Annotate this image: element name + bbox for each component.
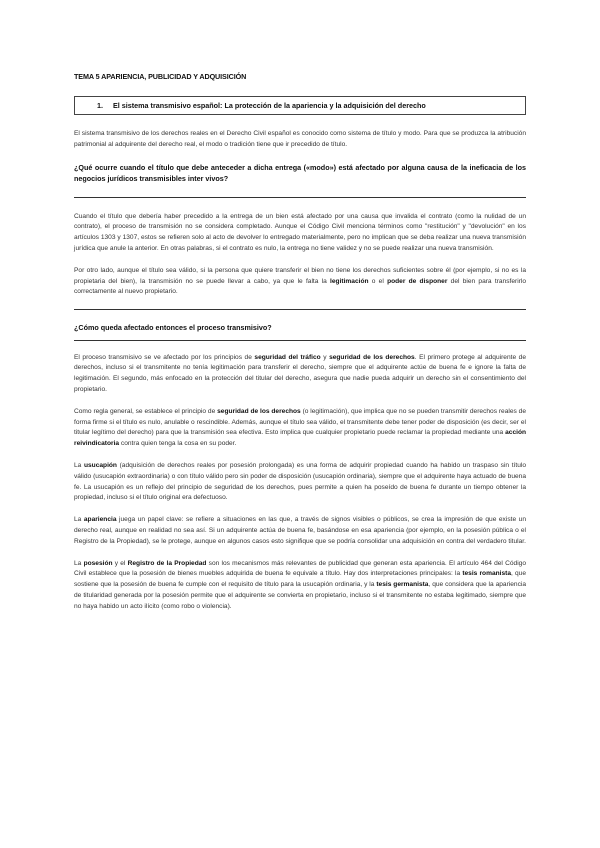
section-title: El sistema transmisivo español: La protección de la apariencia y la adquisición del derecho [113,101,426,110]
p6-text-c: juega un papel clave: se refiere a situaciones en las que, a través de signos visibles o públicos, se crea la impresión de que existe un derecho real, aunque en realidad no sea así. Si un adquirente actúa de buena fe, basándose en esa apariencia (por ejemplo, en la posesión pública o el Registro de la Propiedad), se le protege, aunque en algunos casos esto signifique que se podría consolidar una adquisición en contra del verdadero titular. [74,516,526,545]
p7-bold-germanista: tesis germanista [376,581,429,589]
p5-text-c: (adquisición de derechos reales por posesión prolongada) es una forma de adquirir propiedad cuando ha habido un traspaso sin título válido (usucapión extraordinaria) o con título válido pero sin poder de disposición (usucapión ordinaria), siempre que el adquirente haya actuado de buena fe. La usucapión es un reflejo del principio de seguridad de los derechos, pues permite a quien ha poseído de buena fe durante un tiempo obtener la propiedad, incluso si el título original era defectuoso. [74,462,527,502]
intro-paragraph: El sistema transmisivo de los derechos reales en el Derecho Civil español es conocido como sistema de título y modo. Para que se produzca la atribución patrimonial al adquirente del derecho real, el modo o tradición tiene que ir precedido de título. [74,130,526,148]
p7-bold-registro: Registro de la Propiedad [127,559,207,567]
paragraph-general-rule [74,407,526,450]
section-number: 1. [97,101,103,110]
p4-bold-accion: acción reivindicatoria [74,429,526,448]
document-page [74,72,526,624]
p6-text-a: La [74,516,84,524]
p7-bold-romanista: tesis romanista [462,570,512,578]
p7-text-c: y el [112,559,128,567]
p7-text-d: son los mecanismos más relevantes de publicidad que generan esta apariencia. El artículo 464 del Código Civil establece que la posesión de bienes muebles adquirida de buena fe equivale a título. Hay dos interpretaciones principales: la [74,559,527,578]
section-heading-box [74,96,526,115]
paragraph-legitimation [74,266,526,298]
p5-bold-usucapion: usucapión [83,462,117,470]
p4-bold-seguridad: seguridad de los derechos [217,407,301,415]
p3-bold-trafico: seguridad del tráfico [254,353,321,361]
paragraph-principles [74,353,526,396]
p2-bold-poder: poder de disponer [387,277,448,285]
p7-bold-posesion: posesión [83,559,113,567]
paragraph-nullity: Cuando el título que debería haber precedido a la entrega de un bien está afectado por una causa que invalida el contrato (como la nulidad de un contrato), el proceso de transmisión no se considera completado. Aunque el Código Civil menciona términos como "restitución" y "devolución" en los artículos 1303 y 1307, estos se refieren solo al acto de devolver lo entregado materialmente, pero no implican que se deba realizar una nueva transmisión jurídica que anule la anterior. En otras palabras, si el contrato es nulo, la entrega no tiene validez y no se puede realizar una nueva transmisión. [74,212,526,252]
paragraph-apariencia [74,515,526,547]
p4-text-a: Como regla general, se establece el principio de [74,407,218,415]
p4-text-c: (o legitimación), que implica que no se pueden transmitir derechos reales de forma firme si el título es nulo, anulable o rescindible. Además, aunque el título sea válido, el transmitente debe tener poder de disposición (es decir, ser el titular legítimo del derecho) para que la transmisión sea efectiva. Esto implica que cualquier propietario puede reclamar la propiedad mediante una [74,407,526,437]
p2-text-d: del bien para transferirlo correctamente al nuevo propietario. [74,277,526,296]
p2-text-a: Por otro lado, aunque el título sea válido, si la persona que quiere transferir el bien no tiene los derechos suficientes sobre él (por ejemplo, si no es la propietaria del bien), la transmisión no se puede llevar a cabo, ya que le falta la [74,266,526,285]
p3-text-c: y [320,353,330,361]
separator-rule [74,309,526,310]
p7-text-a: La [74,559,84,567]
question-heading-2: ¿Cómo queda afectado entonces el proceso transmisivo? [74,323,272,333]
question-1-underline [74,197,526,198]
p7-text-f: , que considera que la apariencia de titularidad generada por la posesión permite que el adquirente se convierta en propietario, incluso si el transmitente no estaba legitimado, siempre que no haya habido un acto ilícito (como robo o violencia). [74,581,526,610]
p3-bold-derechos: seguridad de los derechos [329,353,415,361]
p2-text-c: o el [368,277,388,285]
p7-text-e: , que sostiene que la posesión de buena fe cumple con el requisito de título para la usucapión ordinaria, y la [74,570,526,589]
paragraph-usucapion [74,461,526,504]
p6-bold-apariencia: apariencia [83,516,117,524]
document-title: TEMA 5 APARIENCIA, PUBLICIDAD Y ADQUISICIÓN [74,72,247,81]
p4-text-d: contra quien tenga la cosa en su poder. [119,440,237,448]
p2-bold-legitimacion: legitimación [330,277,369,285]
p3-text-d: . El primero protege al adquirente de derechos, incluso si el transmitente no tenía legitimación para transferir el derecho, siempre que el adquirente actúe de buena fe e ignore la falta de legitimación. El segundo, más enfocado en la protección del titular del derecho, asegura que nadie pueda adquirir un derecho sin el consentimiento del propietario. [74,353,526,394]
question-2-underline [74,340,526,341]
paragraph-posesion [74,559,526,613]
p3-text-a: El proceso transmisivo se ve afectado por los principios de [74,353,255,361]
p5-text-a: La [74,462,84,470]
question-heading-1: ¿Qué ocurre cuando el título que debe anteceder a dicha entrega («modo») está afectado por alguna causa de la ineficacia de los negocios jurídicos transmisibles inter vivos? [74,162,526,184]
